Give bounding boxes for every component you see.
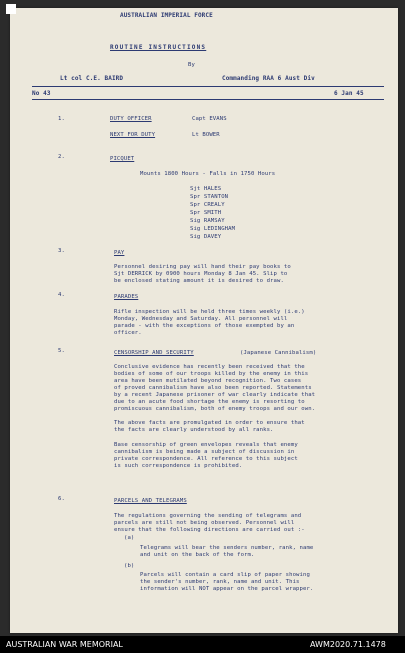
archive-reference: AWM2020.71.1478 <box>310 640 386 649</box>
picquet-name: Sig RAMSAY <box>190 218 225 224</box>
parcels-text-line: parcels are still not being observed. Personnel will <box>114 520 295 526</box>
pay-text-line: Sjt DERRICK by 0900 hours Monday 8 Jan 45. Slip to <box>114 271 288 277</box>
parades-text-line: parade - with the exceptions of those exempted by an <box>114 323 295 329</box>
censorship-text-line: cannibalism is being made a subject of discussion in <box>114 449 295 455</box>
censorship-text-line: due to an acute food shortage the enemy is resorting to <box>114 399 305 405</box>
picquet-detail: Mounts 1800 Hours - Falls in 1750 Hours <box>140 171 276 177</box>
document-page <box>10 8 398 633</box>
item-number: 3. <box>58 248 65 254</box>
officer-name: Lt col C.E. BAIRD <box>60 75 124 82</box>
picquet-name: Spr STANTON <box>190 194 229 200</box>
archive-name: AUSTRALIAN WAR MEMORIAL <box>6 640 123 649</box>
duty-officer-label: DUTY OFFICER <box>110 116 152 122</box>
pay-label: PAY <box>114 250 125 256</box>
censorship-text-line: private correspondence. All reference to this subject <box>114 456 298 462</box>
parcels-text-line: The regulations governing the sending of telegrams and <box>114 513 302 519</box>
parcels-a-line: and unit on the back of the form. <box>140 552 255 558</box>
censorship-text-line: bodies of some of our troops killed by the enemy in this <box>114 371 309 377</box>
censorship-text-line: Base censorship of green envelopes reveals that enemy <box>114 442 298 448</box>
item-number: 6. <box>58 496 65 502</box>
parades-label: PARADES <box>114 294 139 300</box>
archive-footer <box>0 636 405 653</box>
censorship-sublabel: (Japanese Cannibalism) <box>240 350 317 356</box>
censorship-text-line: by a recent Japanese prisoner of war clearly indicate that <box>114 392 316 398</box>
censorship-label: CENSORSHIP AND SECURITY <box>114 350 194 356</box>
picquet-name: Sig LEDINGHAM <box>190 226 236 232</box>
censorship-text-line: area have been mutilated beyond recognition. Two cases <box>114 378 302 384</box>
parcels-b-line: information will NOT appear on the parcel wrapper. <box>140 586 314 592</box>
parades-text-line: Monday, Wednesday and Saturday. All personnel will <box>114 316 288 322</box>
header-rule-upper <box>32 86 384 87</box>
censorship-text-line: promiscuous cannibalism, both of enemy troops and our own. <box>114 406 316 412</box>
page-corner <box>6 4 16 14</box>
parades-text-line: officer. <box>114 330 142 336</box>
picquet-name: Sjt HALES <box>190 186 222 192</box>
picquet-name: Sig DAVEY <box>190 234 222 240</box>
censorship-text-line: of proved cannibalism have also been reported. Statements <box>114 385 312 391</box>
censorship-text-line: Conclusive evidence has recently been received that the <box>114 364 305 370</box>
parcels-text-line: ensure that the following directions are carried out :- <box>114 527 305 533</box>
document-date: 6 Jan 45 <box>334 90 364 97</box>
pay-text-line: be enclosed stating amount it is desired to draw. <box>114 278 284 284</box>
picquet-name: Spr SMITH <box>190 210 222 216</box>
officer-appointment: Commanding RAA 6 Aust Div <box>222 75 315 82</box>
parades-text-line: Rifle inspection will be held three times weekly (i.e.) <box>114 309 305 315</box>
censorship-text-line: is such correspondence is prohibited. <box>114 463 243 469</box>
item-number: 5. <box>58 348 65 354</box>
picquet-label: PICQUET <box>110 156 135 162</box>
document-title: ROUTINE INSTRUCTIONS <box>110 44 207 51</box>
censorship-text-line: the facts are clearly understood by all ranks. <box>114 427 274 433</box>
sub-item-marker: (b) <box>124 563 135 569</box>
item-number: 4. <box>58 292 65 298</box>
item-number: 2. <box>58 154 65 160</box>
by-label: By <box>188 62 195 68</box>
parcels-b-line: the sender's number, rank, name and unit. This <box>140 579 300 585</box>
parcels-a-line: Telegrams will bear the senders number, rank, name <box>140 545 314 551</box>
next-for-duty-value: Lt BOWER <box>192 132 220 138</box>
parcels-b-line: Parcels will contain a card slip of paper showing <box>140 572 310 578</box>
pay-text-line: Personnel desiring pay will hand their pay books to <box>114 264 291 270</box>
item-number: 1. <box>58 116 65 122</box>
force-heading: AUSTRALIAN IMPERIAL FORCE <box>120 12 213 19</box>
next-for-duty-label: NEXT FOR DUTY <box>110 132 156 138</box>
parcels-label: PARCELS AND TELEGRAMS <box>114 498 187 504</box>
sub-item-marker: (a) <box>124 535 135 541</box>
duty-officer-value: Capt EVANS <box>192 116 227 122</box>
picquet-name: Spr CREALY <box>190 202 225 208</box>
instruction-number: No 43 <box>32 90 51 97</box>
header-rule-lower <box>32 99 384 100</box>
censorship-text-line: The above facts are promulgated in order to ensure that <box>114 420 305 426</box>
